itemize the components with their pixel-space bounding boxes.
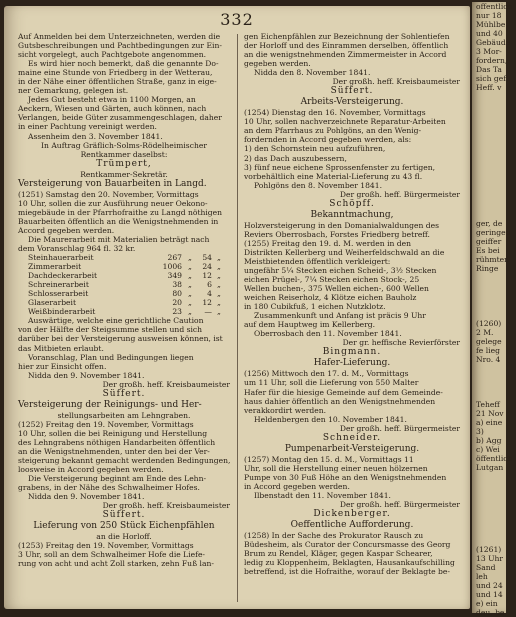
text-line: ungefähr 5¼ Stecken eichen Scheid-, 3½ Stecken — [244, 265, 437, 275]
next-page-fragment: (1260) — [476, 318, 502, 328]
text-line: Bekanntmachung, — [310, 209, 394, 220]
text-line: Büdesheim, als Curator der Concursmasse des Georg — [244, 540, 451, 550]
next-page-fragment — [476, 500, 516, 509]
cost-table-cell: „ — [188, 253, 192, 263]
cost-table-row — [18, 262, 230, 271]
text-line: Aeckern, Wiesen und Gärten, auch können, nach — [18, 104, 207, 114]
next-page-fragment: sich gef — [476, 74, 507, 84]
text-line: verakkordirt werden. — [244, 405, 327, 415]
text-line: ner Gemarkung, gelegen ist. — [18, 86, 129, 96]
next-page-fragment — [476, 183, 516, 192]
text-line: Nidda den 8. November 1841. — [254, 68, 371, 78]
cost-table-cell: „ — [188, 262, 192, 272]
text-line: Distrikten Kellerberg und Weiherfeldschwald an die — [244, 247, 445, 257]
cost-table-cell: 267 — [167, 253, 182, 263]
next-page-fragment: offentlich — [476, 2, 513, 11]
next-page-fragment: Es bei — [476, 246, 500, 256]
next-page-fragment — [476, 102, 516, 111]
cost-table-cell: — — [204, 307, 212, 317]
right-column — [244, 32, 460, 606]
text-line: Hafer für die hiesige Gemeinde auf dem Gemeinde- — [244, 387, 443, 397]
cost-table-cell: Steinhauerarbeit — [28, 253, 94, 263]
cost-table-cell: 12 — [202, 271, 212, 281]
text-line: (1257) Montag den 15. d. M., Vormittags 11 — [244, 454, 414, 464]
text-line: Pohlgöns den 8. November 1841. — [254, 180, 382, 190]
text-line: Lieferung von 250 Stück Eichenpfählen — [33, 521, 215, 532]
text-line: rung von acht und acht Zoll starken, zehn Fuß lan- — [18, 559, 214, 569]
next-page-edge — [472, 2, 513, 617]
text-line: Der gr. heffische Revierförster — [342, 338, 460, 348]
next-page-fragment: Lutgan — [476, 463, 504, 473]
next-page-fragment: Gebäude — [476, 38, 511, 48]
text-line: Auswärtige, welche eine gerichtliche Caution — [28, 316, 204, 326]
text-line: Voranschlag, Plan und Bedingungen liegen — [28, 352, 194, 362]
text-line: Meistbietenden öffentlich verkleigert: — [244, 256, 391, 266]
text-line: Zusammenkunft und Anfang ist präcis 9 Uhr — [254, 311, 426, 321]
text-line: miegebäude in der Pfarrhofraithe zu Langd nöthigen — [18, 207, 223, 217]
cost-table-cell: 80 — [172, 289, 182, 299]
text-line: in der Nähe einer öffentlichen Straße, ganz in eige- — [18, 77, 217, 87]
cost-table-row — [18, 289, 230, 298]
text-line: Bingmann. — [322, 347, 382, 358]
cost-table-row — [18, 307, 230, 316]
next-page-fragment — [476, 192, 516, 201]
next-page-fragment: und 14 — [476, 590, 503, 600]
text-line: gegeben werden. — [244, 59, 311, 69]
cost-table-row — [18, 298, 230, 307]
text-line: Pumpenarbeit-Versteigerung. — [284, 443, 420, 454]
column-divider — [237, 34, 238, 602]
next-page-fragment — [476, 536, 516, 545]
next-page-fragment — [476, 111, 516, 120]
cost-table-cell: „ — [217, 253, 221, 263]
text-line: Der großh. heff. Bürgermeister — [339, 189, 460, 199]
cost-table-cell: „ — [217, 271, 221, 281]
text-line: Nidda den 9. November 1841. — [28, 370, 145, 380]
cost-table-cell: 23 — [172, 307, 182, 317]
text-line: (1253) Freitag den 19. November, Vormittags — [18, 541, 194, 551]
text-line: (1251) Samstag den 20. November, Vormittags — [18, 189, 199, 199]
text-line: Uhr, soll die Herstellung einer neuen hölzernen — [244, 463, 428, 473]
text-line: Schneider. — [322, 432, 382, 443]
cost-table-cell: „ — [217, 262, 221, 272]
next-page-fragment: b) Agg — [476, 436, 502, 446]
next-page-fragment — [476, 472, 516, 481]
next-page-fragment — [476, 138, 516, 147]
text-line: 3 Uhr, soll an dem Schwalheimer Hofe die Liefe- — [18, 550, 205, 560]
page-number: 332 — [220, 10, 254, 29]
next-page-fragment: fordern, — [476, 56, 508, 66]
cost-table-cell: „ — [188, 298, 192, 308]
next-page-fragment — [476, 174, 516, 183]
cost-table-cell: Glaserarbeit — [28, 298, 77, 308]
text-line: grabens, in der Nähe des Schwalheimer Hofes. — [18, 483, 200, 493]
next-page-fragment: Sand — [476, 562, 496, 572]
next-page-fragment — [476, 364, 516, 373]
cost-table-cell: Weißbinderarbeit — [28, 307, 96, 317]
next-page-fragment — [476, 301, 516, 310]
next-page-fragment: öffentlich — [476, 454, 513, 464]
text-line: Arbeits-Versteigerung. — [300, 97, 404, 108]
cost-table-cell: „ — [188, 271, 192, 281]
text-line: an die Horloff. — [96, 532, 152, 542]
next-page-fragment: fe lieg — [476, 345, 500, 355]
text-line: 3) fünf neue eichene Sprossenfenster zu fertigen, — [244, 162, 436, 172]
text-line: sicht vorgelegt, auch Pachtgebote angenommen. — [18, 50, 207, 60]
text-line: Süffert. — [102, 510, 146, 521]
next-page-fragment: 3) — [476, 427, 484, 437]
next-page-fragment — [476, 527, 516, 536]
next-page-fragment — [476, 518, 516, 527]
next-page-fragment — [476, 282, 516, 291]
text-line: dem Voranschlag 964 fl. 32 kr. — [18, 243, 136, 253]
next-page-fragment: Mühlbe — [476, 20, 506, 30]
next-page-fragment — [476, 391, 516, 400]
next-page-fragment: geiffer — [476, 237, 502, 247]
text-line: Schöpff. — [329, 198, 375, 209]
next-page-fragment — [476, 292, 516, 301]
text-line: der Horloff und des Einrammen derselben, öffentlich — [244, 41, 449, 51]
cost-table-cell: „ — [217, 307, 221, 317]
text-line: Bauarbeiten öffentlich an die Wenigstnehmenden in — [18, 216, 219, 226]
text-line: in 180 Cubikfuß, 1 eichen Nutzklotz. — [244, 302, 386, 312]
text-line: Süffert. — [330, 86, 374, 97]
next-page-fragment: Nro. 4 — [476, 354, 501, 364]
text-line: (1252) Freitag den 19. November, Vormittags — [18, 419, 194, 429]
text-line: auf dem Hauptweg im Kellerberg. — [244, 320, 376, 330]
text-line: an dem Pfarrhaus zu Pohlgöns, an den Wenig- — [244, 126, 422, 136]
text-line: Jedes Gut besteht etwa in 1100 Morgen, an — [28, 95, 196, 105]
text-line: Nidda den 9. November 1841. — [28, 492, 145, 502]
text-line: betreffend, ist die Hofraithe, worauf der Beklagte be- — [244, 567, 450, 577]
text-line: Accord gegeben werden. — [18, 225, 115, 235]
cost-table-cell: Schreinerarbeit — [28, 280, 89, 290]
next-page-fragment — [476, 147, 516, 156]
text-line: Oeffentliche Aufforderung. — [290, 520, 414, 531]
text-line: Der großh. heff. Kreisbaumeister — [332, 77, 460, 87]
cost-table-cell: 20 — [172, 298, 182, 308]
text-line: Assenheim den 3. November 1841. — [28, 131, 163, 141]
next-page-fragment: Heff. v — [476, 83, 502, 93]
next-page-fragment — [476, 509, 516, 518]
next-page-fragment: a) eine — [476, 418, 503, 428]
next-page-fragment — [476, 373, 516, 382]
next-page-fragment — [476, 129, 516, 138]
text-line: fordernden in Accord gegeben werden, als: — [244, 135, 412, 145]
text-line: (1255) Freitag den 19. d. M. werden in den — [244, 238, 412, 248]
text-line: des Lehngrabens nöthigen Handarbeiten öffentlich — [18, 437, 216, 447]
text-line: darüber bei der Versteigerung ausweisen können, ist — [18, 334, 223, 344]
cost-table-cell: 24 — [202, 262, 212, 272]
text-line: von der Hälfte der Steigsumme stellen und sich — [18, 325, 203, 335]
text-line: eichen Prügel-, 7¼ Stecken eichen Stock-, 25 — [244, 275, 420, 285]
text-line: Die Versteigerung beginnt am Ende des Lehn- — [28, 474, 207, 484]
cost-table-cell: „ — [188, 307, 192, 317]
text-line: Trümpert, — [96, 158, 152, 169]
book-page — [4, 6, 470, 609]
text-line: Der großh. heff. Kreisbaumeister — [102, 501, 230, 511]
cost-table-cell: 6 — [207, 280, 212, 290]
next-page-fragment — [476, 273, 516, 282]
text-line: Hafer-Lieferung. — [313, 358, 391, 369]
next-page-fragment — [476, 382, 516, 391]
text-line: in Accord gegeben werden. — [244, 481, 350, 491]
text-line: um 11 Uhr, soll die Lieferung von 550 Malter — [244, 378, 419, 388]
text-line: Reviers Oberrosbach, Forstes Friedberg betreff. — [244, 229, 430, 239]
text-line: gen Eichenpfählen zur Bezeichnung der Sohlentiefen — [244, 32, 450, 41]
next-page-fragment: ger, de — [476, 219, 503, 229]
text-line: (1254) Dienstag den 16. November, Vormittags — [244, 108, 426, 118]
text-line: (1256) Mittwoch den 17. d. M., Vormittags — [244, 369, 409, 379]
cost-table-cell: 54 — [202, 253, 212, 263]
text-line: Der großh. heff. Bürgermeister — [339, 423, 460, 433]
text-line: Heldenbergen den 10. November 1841. — [254, 414, 407, 424]
cost-table-row — [18, 280, 230, 289]
text-line: hier zur Einsicht offen. — [18, 361, 107, 371]
next-page-fragment — [476, 210, 516, 219]
text-line: Brum zu Rendel, Kläger, gegen Kaspar Schearer, — [244, 549, 433, 559]
cost-table-cell: „ — [188, 280, 192, 290]
text-line: 10 Uhr, sollen die zur Ausführung neuer Oekono- — [18, 198, 208, 208]
cost-table-cell: Zimmerarbeit — [28, 262, 82, 272]
text-line: an die wenigstnehmenden Zimmermeister in Accord — [244, 50, 447, 60]
text-line: Wellen buchen-, 375 Wellen eichen-, 600 Wellen — [244, 284, 429, 294]
text-line: stellungsarbeiten am Lehngraben. — [57, 410, 191, 420]
next-page-fragment: c) Wei — [476, 445, 500, 455]
text-line: Auf Anmelden bei dem Unterzeichneten, werden die — [18, 32, 221, 41]
text-line: Rentkammer-Sekretär. — [80, 169, 168, 179]
text-line: Rentkammer daselbst: — [80, 149, 168, 159]
cost-table-cell: 349 — [167, 271, 182, 281]
next-page-fragment: 21 Nov — [476, 409, 504, 419]
cost-table-cell: „ — [217, 298, 221, 308]
next-page-fragment — [476, 201, 516, 210]
text-line: maine eine Stunde von Friedberg in der Wetterau, — [18, 68, 213, 78]
next-page-fragment: und 40 — [476, 29, 503, 39]
next-page-fragment: leh — [476, 571, 488, 581]
next-page-fragment: gelege — [476, 336, 502, 346]
text-line: vorbehältlich eine Material-Lieferung zu 43 fl. — [244, 171, 423, 181]
text-line: ledig zu Kloppenheim, Beklagten, Hausankaufschilling — [244, 558, 455, 568]
text-line: das Mitbieten erlaubt. — [18, 343, 104, 353]
next-page-fragment: 13 Uhr — [476, 553, 503, 563]
next-page-fragment — [476, 165, 516, 174]
text-line: Oberrosbach den 11. November 1841. — [254, 329, 402, 339]
next-page-fragment: Teheff — [476, 400, 500, 410]
next-page-fragment — [476, 491, 516, 500]
cost-table-cell: 12 — [202, 298, 212, 308]
cost-table-cell: Dachdeckerarbeit — [28, 271, 98, 281]
text-line: Versteigerung der Reinigungs- und Her- — [18, 399, 202, 410]
next-page-fragment: geringen — [476, 228, 511, 238]
text-line: Versteigerung von Bauarbeiten in Langd. — [18, 178, 207, 189]
text-line: Der großh. heff. Bürgermeister — [339, 499, 460, 509]
cost-table-cell: 1006 — [162, 262, 182, 272]
text-line: 10 Uhr, sollen die bei Reinigung und Herstellung — [18, 428, 208, 438]
text-line: Süffert. — [102, 388, 146, 399]
next-page-fragment — [476, 156, 516, 165]
text-line: Ilbenstadt den 11. November 1841. — [254, 490, 391, 500]
text-line: Dickenberger. — [313, 509, 391, 520]
next-page-fragment: Ringe — [476, 264, 499, 274]
next-page-fragment: 2 M. — [476, 327, 494, 337]
cost-table-cell: „ — [188, 289, 192, 299]
next-page-fragment: deu, be — [476, 608, 505, 617]
cost-table-cell: Schlosserarbeit — [28, 289, 89, 299]
next-page-fragment: e) ein — [476, 599, 498, 609]
text-line: Die Maurerarbeit mit Materialien beträgt nach — [28, 234, 210, 244]
next-page-fragment: rühmten — [476, 255, 510, 265]
cost-table-row — [18, 253, 230, 262]
text-line: 10 Uhr, sollen nachverzeichnete Reparatur-Arbeiten — [244, 117, 446, 127]
text-line: Gutsbeschreibungen und Pachtbedingungen zur Ein- — [18, 41, 222, 51]
next-page-fragment — [476, 481, 516, 490]
cost-table-row — [18, 271, 230, 280]
next-page-fragment: 3 Mor- — [476, 47, 502, 57]
next-page-fragment: Das Ta — [476, 65, 502, 75]
text-line: Der großh. heff. Kreisbaumeister — [102, 379, 230, 389]
text-line: an die Wenigstnehmenden, unter den bei der Ver- — [18, 446, 210, 456]
left-column — [18, 32, 230, 606]
next-page-text — [476, 2, 516, 617]
text-line: (1258) In der Sache des Prokurator Rausch zu — [244, 531, 424, 541]
next-page-fragment — [476, 310, 516, 319]
next-page-fragment — [476, 120, 516, 129]
next-page-fragment: nur 18 — [476, 11, 502, 21]
text-line: 1) den Schornstein neu aufzuführen, — [244, 144, 386, 154]
text-line: Pumpe von 30 Fuß Höhe an den Wenigstnehmenden — [244, 472, 447, 482]
cost-table-cell: 4 — [207, 289, 212, 299]
text-line: In Auftrag Gräflich-Solms-Rödelheimischer — [41, 140, 207, 150]
cost-table-cell: „ — [217, 289, 221, 299]
text-line: weichen Reiserholz, 4 Klötze eichen Bauholz — [244, 293, 417, 303]
text-line: haus dahier öffentlich an den Wenigstnehmenden — [244, 396, 436, 406]
next-page-fragment: und 24 — [476, 581, 503, 590]
text-line: Verlangen, beide Güter zusammengeschlagen, daher — [18, 113, 222, 123]
text-line: Holzversteigerung in den Domanialwaldungen des — [244, 220, 440, 230]
next-page-fragment — [476, 92, 516, 101]
text-line: steigerung bekannt gemacht werdenden Bedingungen, — [18, 455, 231, 465]
next-page-fragment: (1261) — [476, 544, 502, 554]
cost-table-cell: 38 — [172, 280, 182, 290]
text-line: in einer Pachtung vereinigt werden. — [18, 122, 157, 132]
cost-table-cell: „ — [217, 280, 221, 290]
text-line: loosweise in Accord gegeben werden. — [18, 465, 164, 475]
text-line: Es wird hier noch bemerkt, daß die genannte Do- — [28, 59, 219, 69]
text-line: 2) das Dach auszubessern, — [244, 153, 347, 163]
